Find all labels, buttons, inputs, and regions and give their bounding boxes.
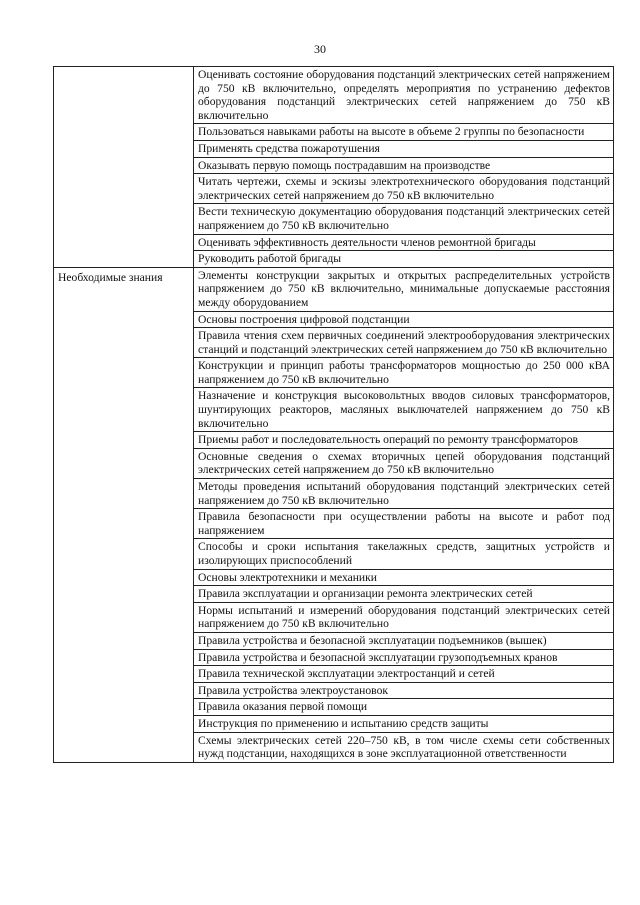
table-row: [54, 267, 614, 311]
knowledge-item: Основы построения цифровой подстанции: [194, 311, 614, 328]
skill-item: Оценивать эффективность деятельности членов ремонтной бригады: [194, 234, 614, 251]
competency-table: [53, 66, 614, 763]
table-row: [54, 67, 614, 124]
knowledge-item: Схемы электрических сетей 220–750 кВ, в том числе схемы сети собственных нужд подстанции, находящихся в зоне эксплуатационной ответственности: [194, 732, 614, 762]
knowledge-item: Элементы конструкции закрытых и открытых распределительных устройств напряжением до 750 кВ включительно, минимальные допускаемые расстояния между оборудованием: [194, 267, 614, 311]
knowledge-item: Основные сведения о схемах вторичных цепей оборудования подстанций электрических сетей напряжением до 750 кВ включительно: [194, 448, 614, 478]
knowledge-item: Правила эксплуатации и организации ремонта электрических сетей: [194, 586, 614, 603]
skill-item: Вести техническую документацию оборудования подстанций электрических сетей напряжением до 750 кВ включительно: [194, 204, 614, 234]
knowledge-item: Нормы испытаний и измерений оборудования подстанций электрических сетей напряжением до 750 кВ включительно: [194, 602, 614, 632]
skills-label-cell: [54, 67, 194, 268]
knowledge-item: Правила безопасности при осуществлении работы на высоте и работ под напряжением: [194, 509, 614, 539]
knowledge-item: Правила технической эксплуатации электростанций и сетей: [194, 666, 614, 683]
knowledge-item: Назначение и конструкция высоковольтных вводов силовых трансформаторов, шунтирующих реакторов, масляных выключателей напряжением до 750 кВ включительно: [194, 388, 614, 432]
knowledge-item: Основы электротехники и механики: [194, 569, 614, 586]
knowledge-item: Инструкция по применению и испытанию средств защиты: [194, 715, 614, 732]
knowledge-label: Необходимые знания: [58, 270, 163, 284]
knowledge-item: Правила оказания первой помощи: [194, 699, 614, 716]
knowledge-item: Методы проведения испытаний оборудования подстанций электрических сетей напряжением до 750 кВ включительно: [194, 479, 614, 509]
knowledge-item: Правила устройства и безопасной эксплуатации грузоподъемных кранов: [194, 649, 614, 666]
page-number: 30: [314, 42, 326, 56]
knowledge-item: Правила чтения схем первичных соединений электрооборудования электрических станций и подстанций электрических сетей напряжением до 750 кВ включительно: [194, 328, 614, 358]
skill-item: Читать чертежи, схемы и эскизы электротехнического оборудования подстанций электрических сетей напряжением до 750 кВ включительно: [194, 174, 614, 204]
skill-item: Руководить работой бригады: [194, 251, 614, 268]
knowledge-item: Правила устройства и безопасной эксплуатации подъемников (вышек): [194, 632, 614, 649]
skill-item: Применять средства пожаротушения: [194, 140, 614, 157]
knowledge-item: Способы и сроки испытания такелажных средств, защитных устройств и изолирующих приспособлений: [194, 539, 614, 569]
skill-item: Пользоваться навыками работы на высоте в объеме 2 группы по безопасности: [194, 124, 614, 141]
knowledge-item: Конструкции и принцип работы трансформаторов мощностью до 250 000 кВА напряжением до 750 кВ включительно: [194, 358, 614, 388]
skill-item: Оказывать первую помощь пострадавшим на производстве: [194, 157, 614, 174]
knowledge-item: Правила устройства электроустановок: [194, 682, 614, 699]
knowledge-label-cell: [54, 267, 194, 762]
skill-item: Оценивать состояние оборудования подстанций электрических сетей напряжением до 750 кВ включительно, определять мероприятия по устранению дефектов оборудования подстанций электрических сетей напряжением до 750 кВ включительно: [194, 67, 614, 124]
knowledge-item: Приемы работ и последовательность операций по ремонту трансформаторов: [194, 432, 614, 449]
